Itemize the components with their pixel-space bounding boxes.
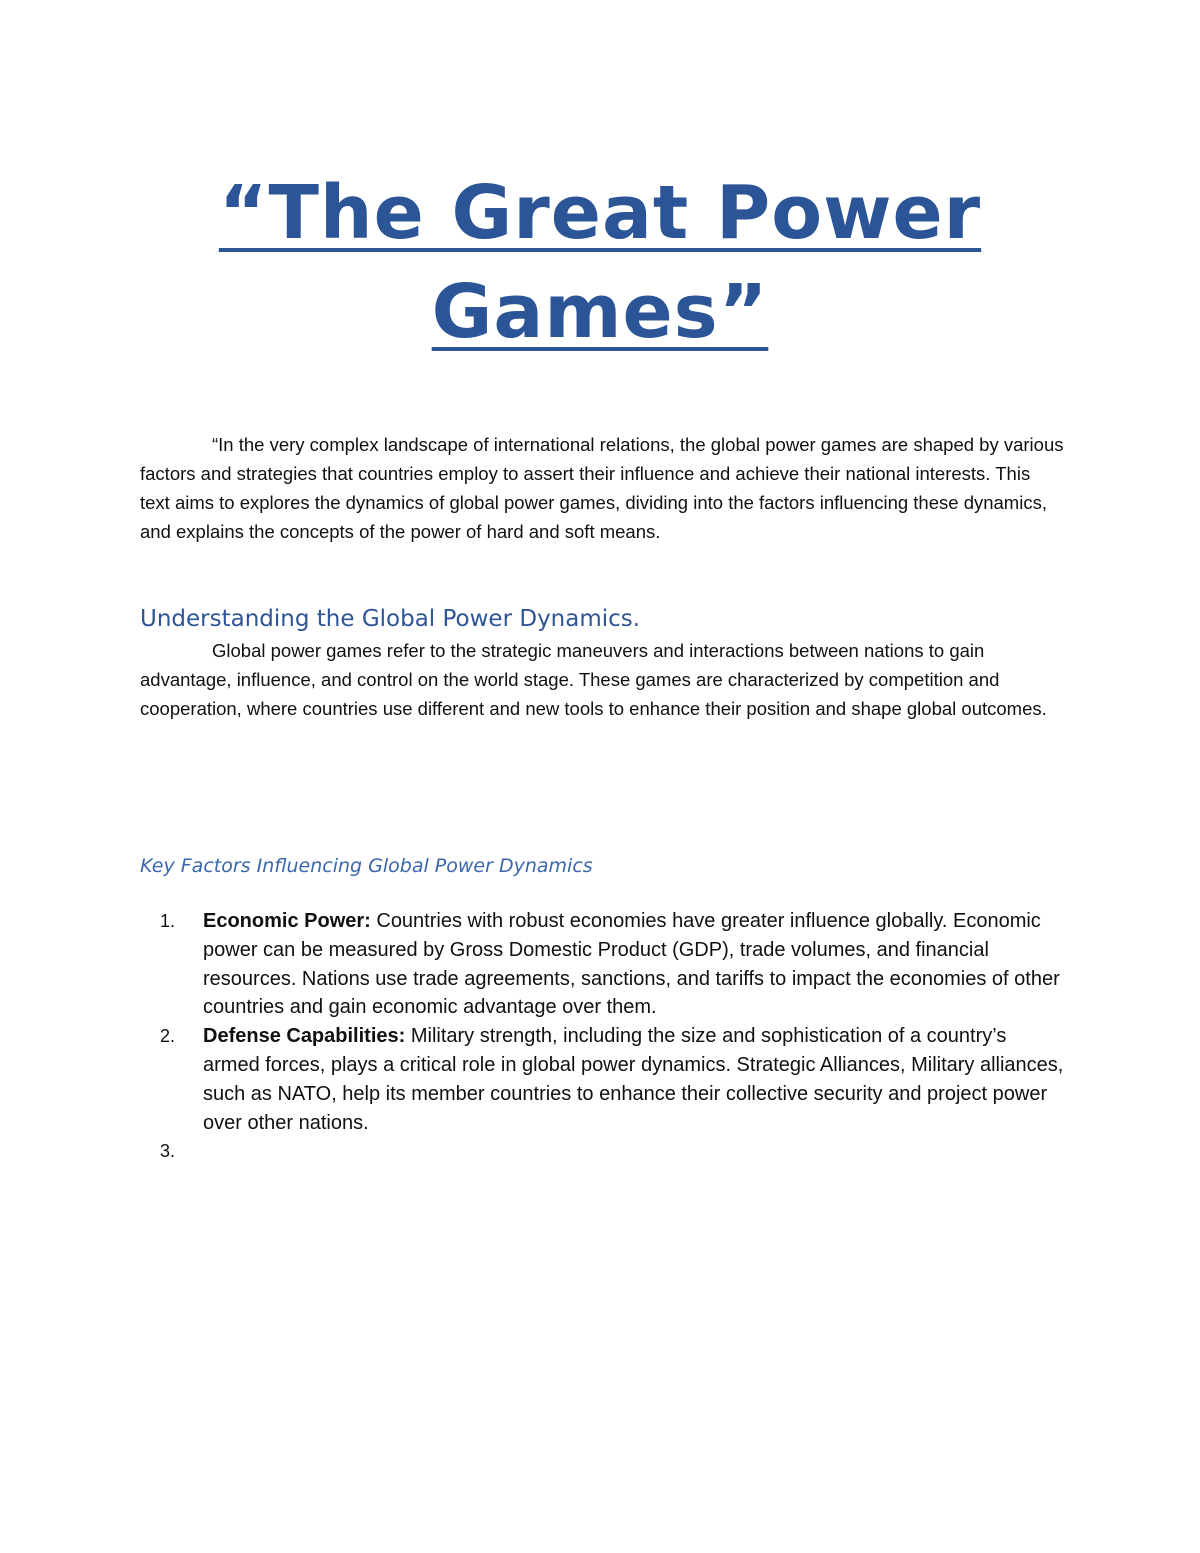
list-item-number: 2. <box>160 1026 176 1047</box>
list-item-term: Defense Capabilities: <box>203 1025 406 1048</box>
intro-paragraph: “In the very complex landscape of international relations, the global power games are shaped by various factors and strategies that countries employ to assert their influence and achieve their national interests. This text aims to explores the dynamics of global power games, dividing into the factors influencing these dynamics, and explains the concepts of the power of hard and soft means. <box>140 434 1064 542</box>
key-factors-list <box>140 907 1065 1166</box>
list-item-term: Economic Power: <box>203 910 371 932</box>
section-paragraph-understanding: Global power games refer to the strategic maneuvers and interactions between nations to gain advantage, influence, and control on the world stage. These games are characterized by competition and cooperation, where countries use different and new tools to enhance their position and shape global outcomes. <box>140 640 1047 719</box>
list-item-text: Countries with robust economies have greater influence globally. Economic power can be measured by Gross Domestic Product (GDP), trade volumes, and financial resources. Nations use trade agreements, sanctions, and tariffs to impact the economies of other countries and gain economic advantage over them. <box>203 910 1060 1019</box>
document-title <box>140 164 1060 362</box>
section-heading-understanding: Understanding the Global Power Dynamics. <box>140 606 641 632</box>
list-item-number: 1. <box>160 911 176 931</box>
list-item-text: Military strength, including the size and sophistication of a country’s armed forces, plays a critical role in global power dynamics. Strategic Alliances, Military alliances, such as NATO, help its member countries to enhance their collective security and project power over other nations. <box>203 1025 1064 1134</box>
list-item <box>140 907 1065 1022</box>
title-line-2: Games” <box>431 269 769 355</box>
list-item <box>140 1137 1065 1166</box>
list-item <box>140 1022 1065 1137</box>
list-item-number: 3. <box>160 1141 176 1162</box>
title-line-1: “The Great Power <box>218 170 982 256</box>
section-heading-key-factors: Key Factors Influencing Global Power Dynamics <box>140 855 593 877</box>
